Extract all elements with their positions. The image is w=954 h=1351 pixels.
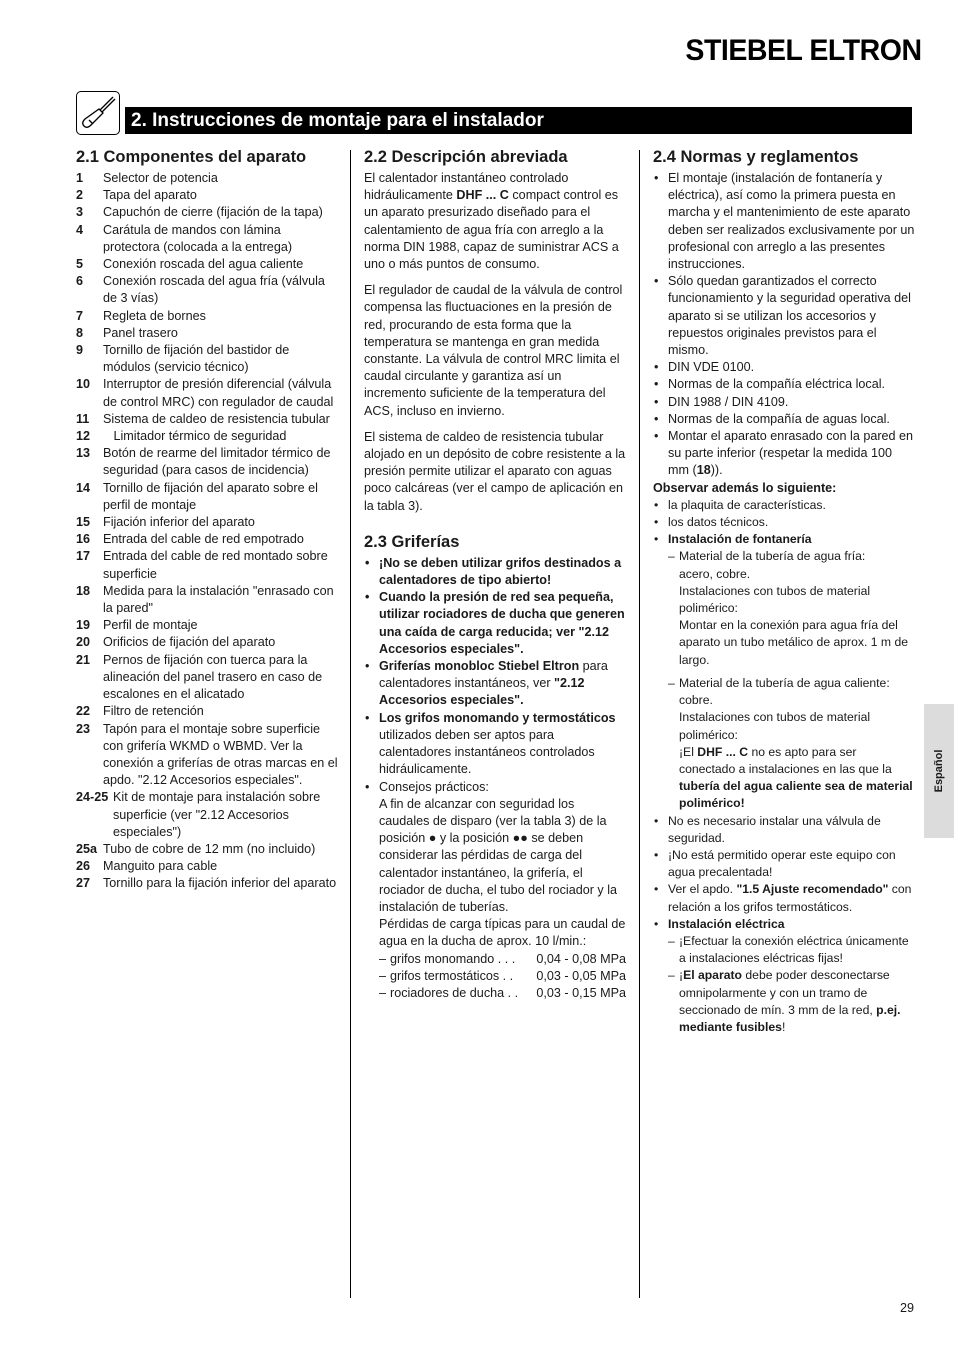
component-item xyxy=(76,325,340,342)
component-item xyxy=(76,858,340,875)
column-divider xyxy=(639,150,640,1298)
component-item xyxy=(76,875,340,892)
component-item xyxy=(76,376,340,410)
electric-list xyxy=(668,933,915,1036)
component-number: 26 xyxy=(76,859,91,874)
list-item: • Cuando la presión de red sea pequeña, utilizar rociadores de ducha que generen una caída de carga reducida; ver "2.12 Accesorios especiales". xyxy=(364,589,626,658)
component-number: 4 xyxy=(76,222,84,237)
list-item: – ¡Efectuar la conexión eléctrica únicamente a instalaciones eléctricas fijas! xyxy=(668,933,915,967)
component-number: 3 xyxy=(76,205,84,220)
component-text: Sistema de caldeo de resistencia tubular xyxy=(103,411,330,426)
component-text: Selector de potencia xyxy=(103,171,218,185)
list-item: • Consejos prácticos: A fin de alcanzar con seguridad los caudales de disparo (ver la tabla 3) de la posición ● y la posición ●● se deben considerar las pérdidas de carga del calentador instantáneo, la grifería, el rociador de ducha, el tubo del rociador y la instalación de tuberías. Pérdidas de carga típicas para un caudal de agua en la ducha de aprox. 10 l/min.: – grifos monomando . . . 0,04 - 0,08 MPa – grifos termostáticos . . 0,03 - 0,05 MPa – rociadores de ducha . . 0,03 - 0,15 MPa xyxy=(364,779,626,1003)
component-item xyxy=(76,342,340,376)
list-item: • Sólo quedan garantizados el correcto funcionamiento y la seguridad operativa del aparato si se utilizan los accesorios y repuestos originales previstos para el mismo. xyxy=(653,273,915,359)
component-text: Carátula de mandos con lámina protectora (colocada a la entrega) xyxy=(103,222,293,254)
component-number: 21 xyxy=(76,652,91,667)
component-number: 19 xyxy=(76,618,91,633)
component-item xyxy=(76,256,340,273)
observe-title: Observar además lo siguiente: xyxy=(653,480,837,495)
component-text: Botón de rearme del limitador térmico de seguridad (para casos de incidencia) xyxy=(103,446,334,478)
component-item xyxy=(76,789,340,841)
list-item: – Material de la tubería de agua fría: acero, cobre. Instalaciones con tubos de material polimérico: Montar en la conexión para agua fría del aparato un tubo metálico de aprox. 1 m de largo. xyxy=(668,548,915,668)
section-title: 2. Instrucciones de montaje para el instalador xyxy=(131,110,544,131)
list-item: • Montar el aparato enrasado con la pared en su parte inferior (respetar la medida 100 mm (18)). xyxy=(653,428,915,480)
component-number: 11 xyxy=(76,411,90,426)
component-text: Kit de montaje para instalación sobre superficie (ver "2.12 Accesorios especiales") xyxy=(113,790,324,839)
component-item xyxy=(76,273,340,307)
component-number: 6 xyxy=(76,274,84,289)
component-number: 24-25 xyxy=(76,790,109,805)
component-number: 17 xyxy=(76,549,91,564)
fittings-heading: 2.3 Griferías xyxy=(364,532,460,551)
description-column xyxy=(364,145,626,1002)
observe-list xyxy=(653,497,915,1036)
component-text: Interruptor de presión diferencial (válvula de control MRC) con regulador de caudal xyxy=(103,377,335,409)
component-number: 8 xyxy=(76,325,84,340)
component-number: 16 xyxy=(76,532,91,547)
list-item: • Normas de la compañía de aguas local. xyxy=(653,411,915,428)
component-item xyxy=(76,617,340,634)
component-item xyxy=(76,583,340,617)
section-banner xyxy=(125,107,912,134)
component-text: Filtro de retención xyxy=(103,704,204,719)
loss-label: – grifos monomando . . . xyxy=(390,951,516,966)
standards-list xyxy=(653,170,915,480)
component-number: 7 xyxy=(76,308,84,323)
component-text: Perfil de montaje xyxy=(103,618,198,633)
pressure-loss-row xyxy=(379,968,626,985)
component-item xyxy=(76,531,340,548)
component-item xyxy=(76,204,340,221)
description-paragraph: El calentador instantáneo controlado hidráulicamente DHF ... C compact control es un aparato presurizado diseñado para el calentamiento de agua fría con arreglo a la norma DIN 1988, capaz de suministrar ACS a uno o más puntos de consumo. xyxy=(364,171,619,272)
component-number: 14 xyxy=(76,480,91,495)
component-number: 10 xyxy=(76,377,91,392)
list-item: • Instalación de fontanería – Material de la tubería de agua fría: acero, cobre. Instalaciones con tubos de material polimérico: Montar en la conexión para agua fría del aparato un tubo metálico de aprox. 1 m de largo. – Material de la tubería de agua caliente: cobre. Instalaciones con tubos de material polimérico: ¡El DHF ... C no es apto para ser conectado a instalaciones en las que la tubería del agua caliente sea de material polimérico! xyxy=(653,531,915,812)
component-text: Medida para la instalación "enrasado con la pared" xyxy=(103,583,338,616)
component-item xyxy=(76,634,340,651)
language-tab xyxy=(924,704,954,838)
component-number: 27 xyxy=(76,876,91,891)
component-item xyxy=(76,548,340,582)
loss-value: 0,04 - 0,08 MPa xyxy=(536,951,626,966)
component-number: 9 xyxy=(76,343,84,358)
loss-value: 0,03 - 0,15 MPa xyxy=(536,985,626,1000)
component-text: Pernos de fijación con tuerca para la alineación del panel trasero en caso de escalones en el alicatado xyxy=(103,652,326,702)
component-text: Tubo de cobre de 12 mm (no incluido) xyxy=(103,841,316,856)
list-item: • ¡No se deben utilizar grifos destinados a calentadores de tipo abierto! xyxy=(364,555,626,589)
component-item xyxy=(76,480,340,514)
component-number: 5 xyxy=(76,257,84,272)
loss-value: 0,03 - 0,05 MPa xyxy=(536,968,626,983)
component-number: 25a xyxy=(76,841,98,856)
component-item xyxy=(76,308,340,325)
list-item: • Normas de la compañía eléctrica local. xyxy=(653,376,915,393)
description-paragraph: El sistema de caldeo de resistencia tubular alojado en un depósito de cobre resistente a la presión permite utilizar el aparato con aguas poco calcáreas (ver el campo de aplicación en la tabla 3). xyxy=(364,429,626,513)
column-divider xyxy=(350,150,351,1298)
description-heading: 2.2 Descripción abreviada xyxy=(364,148,568,166)
components-column xyxy=(76,145,340,893)
component-item xyxy=(76,222,340,256)
component-text: Tornillo de fijación del bastidor de módulos (servicio técnico) xyxy=(103,343,293,375)
list-item: • Instalación eléctrica – ¡Efectuar la conexión eléctrica únicamente a instalaciones eléctricas fijas! – ¡El aparato debe poder desconectarse omnipolarmente y con un tramo de seccionado de mín. 3 mm de la red, p.ej. mediante fusibles! xyxy=(653,916,915,1036)
component-item xyxy=(76,721,340,790)
loss-label: – rociadores de ducha . . xyxy=(390,985,519,1000)
component-text: Capuchón de cierre (fijación de la tapa) xyxy=(103,205,323,220)
component-item xyxy=(76,411,340,428)
component-text: Tapa del aparato xyxy=(103,188,197,203)
fittings-list xyxy=(364,555,626,1002)
logo: STIEBEL ELTRON xyxy=(685,34,922,67)
component-text: Entrada del cable de red empotrado xyxy=(103,532,304,547)
list-item: • DIN 1988 / DIN 4109. xyxy=(653,394,915,411)
list-item: • Los grifos monomando y termostáticos utilizados deben ser aptos para calentadores instantáneos controlados hidráulicamente. xyxy=(364,710,626,779)
standards-heading: 2.4 Normas y reglamentos xyxy=(653,148,859,166)
standards-column xyxy=(653,145,915,1036)
component-number: 23 xyxy=(76,721,91,736)
component-item xyxy=(76,841,340,858)
component-text: Conexión roscada del agua fría (válvula de 3 vías) xyxy=(103,274,329,306)
component-text: Panel trasero xyxy=(103,325,178,340)
list-item: • No es necesario instalar una válvula de seguridad. xyxy=(653,813,915,847)
list-item: • Ver el apdo. "1.5 Ajuste recomendado" con relación a los grifos termostáticos. xyxy=(653,881,915,915)
list-item: • Griferías monobloc Stiebel Eltron para calentadores instantáneos, ver "2.12 Accesorios especiales". xyxy=(364,658,626,710)
component-item xyxy=(76,445,340,479)
component-number: 20 xyxy=(76,635,91,650)
component-number: 12 xyxy=(76,429,91,444)
component-text: Regleta de bornes xyxy=(103,308,206,323)
list-item: • los datos técnicos. xyxy=(653,514,915,531)
component-text: Fijación inferior del aparato xyxy=(103,515,255,530)
component-number: 2 xyxy=(76,188,84,203)
screwdriver-icon xyxy=(76,91,120,135)
component-number: 18 xyxy=(76,583,91,598)
list-item: • DIN VDE 0100. xyxy=(653,359,915,376)
language-label: Español xyxy=(933,749,945,793)
plumbing-list xyxy=(668,548,915,812)
component-item xyxy=(76,703,340,720)
pressure-loss-list xyxy=(379,951,626,1003)
component-text: Tornillo de fijación del aparato sobre el perfil de montaje xyxy=(103,480,322,512)
pressure-loss-row xyxy=(379,985,626,1002)
component-text: Limitador térmico de seguridad xyxy=(103,429,287,444)
component-text: Entrada del cable de red montado sobre superficie xyxy=(103,549,332,581)
component-text: Manguito para cable xyxy=(103,859,218,874)
description-paragraph: El regulador de caudal de la válvula de control compensa las fluctuaciones en la presión de red, procurando de esta forma que la temperatura se mantenga en gran medida constante. La válvula de control MRC limita el caudal circulante y garantiza así un incremento suficiente de la temperatura del ACS, incluso en invierno. xyxy=(364,283,623,418)
component-item xyxy=(76,652,340,704)
component-number: 13 xyxy=(76,446,91,461)
pressure-loss-row xyxy=(379,951,626,968)
component-text: Conexión roscada del agua caliente xyxy=(103,257,304,272)
components-list xyxy=(76,170,340,893)
list-item: • ¡No está permitido operar este equipo con agua precalentada! xyxy=(653,847,915,881)
list-item: • la plaquita de características. xyxy=(653,497,915,514)
list-item: – Material de la tubería de agua caliente: cobre. Instalaciones con tubos de material polimérico: ¡El DHF ... C no es apto para ser conectado a instalaciones en las que la tubería del agua caliente sea de material polimérico! xyxy=(668,675,915,813)
page-number: 29 xyxy=(899,1301,914,1315)
list-item: – ¡El aparato debe poder desconectarse omnipolarmente y con un tramo de seccionado de mín. 3 mm de la red, p.ej. mediante fusibles! xyxy=(668,967,915,1036)
component-item xyxy=(76,170,340,187)
component-text: Orificios de fijación del aparato xyxy=(103,635,276,650)
component-number: 15 xyxy=(76,515,91,530)
list-item: • El montaje (instalación de fontanería y eléctrica), así como la primera puesta en marcha y el mantenimiento de este aparato deben ser realizados exclusivamente por un profesional con arreglo a las presentes instrucciones. xyxy=(653,170,915,273)
components-heading: 2.1 Componentes del aparato xyxy=(76,148,307,166)
component-text: Tapón para el montaje sobre superficie con grifería WKMD o WBMD. Ver la conexión a griferías de otras marcas en el apdo. "2.12 Accesorios especiales". xyxy=(103,721,342,788)
component-item xyxy=(76,187,340,204)
component-text: Tornillo para la fijación inferior del aparato xyxy=(103,876,337,891)
component-item xyxy=(76,428,340,445)
component-number: 22 xyxy=(76,704,91,719)
loss-label: – grifos termostáticos . . xyxy=(390,968,514,983)
component-number: 1 xyxy=(76,171,84,185)
component-item xyxy=(76,514,340,531)
